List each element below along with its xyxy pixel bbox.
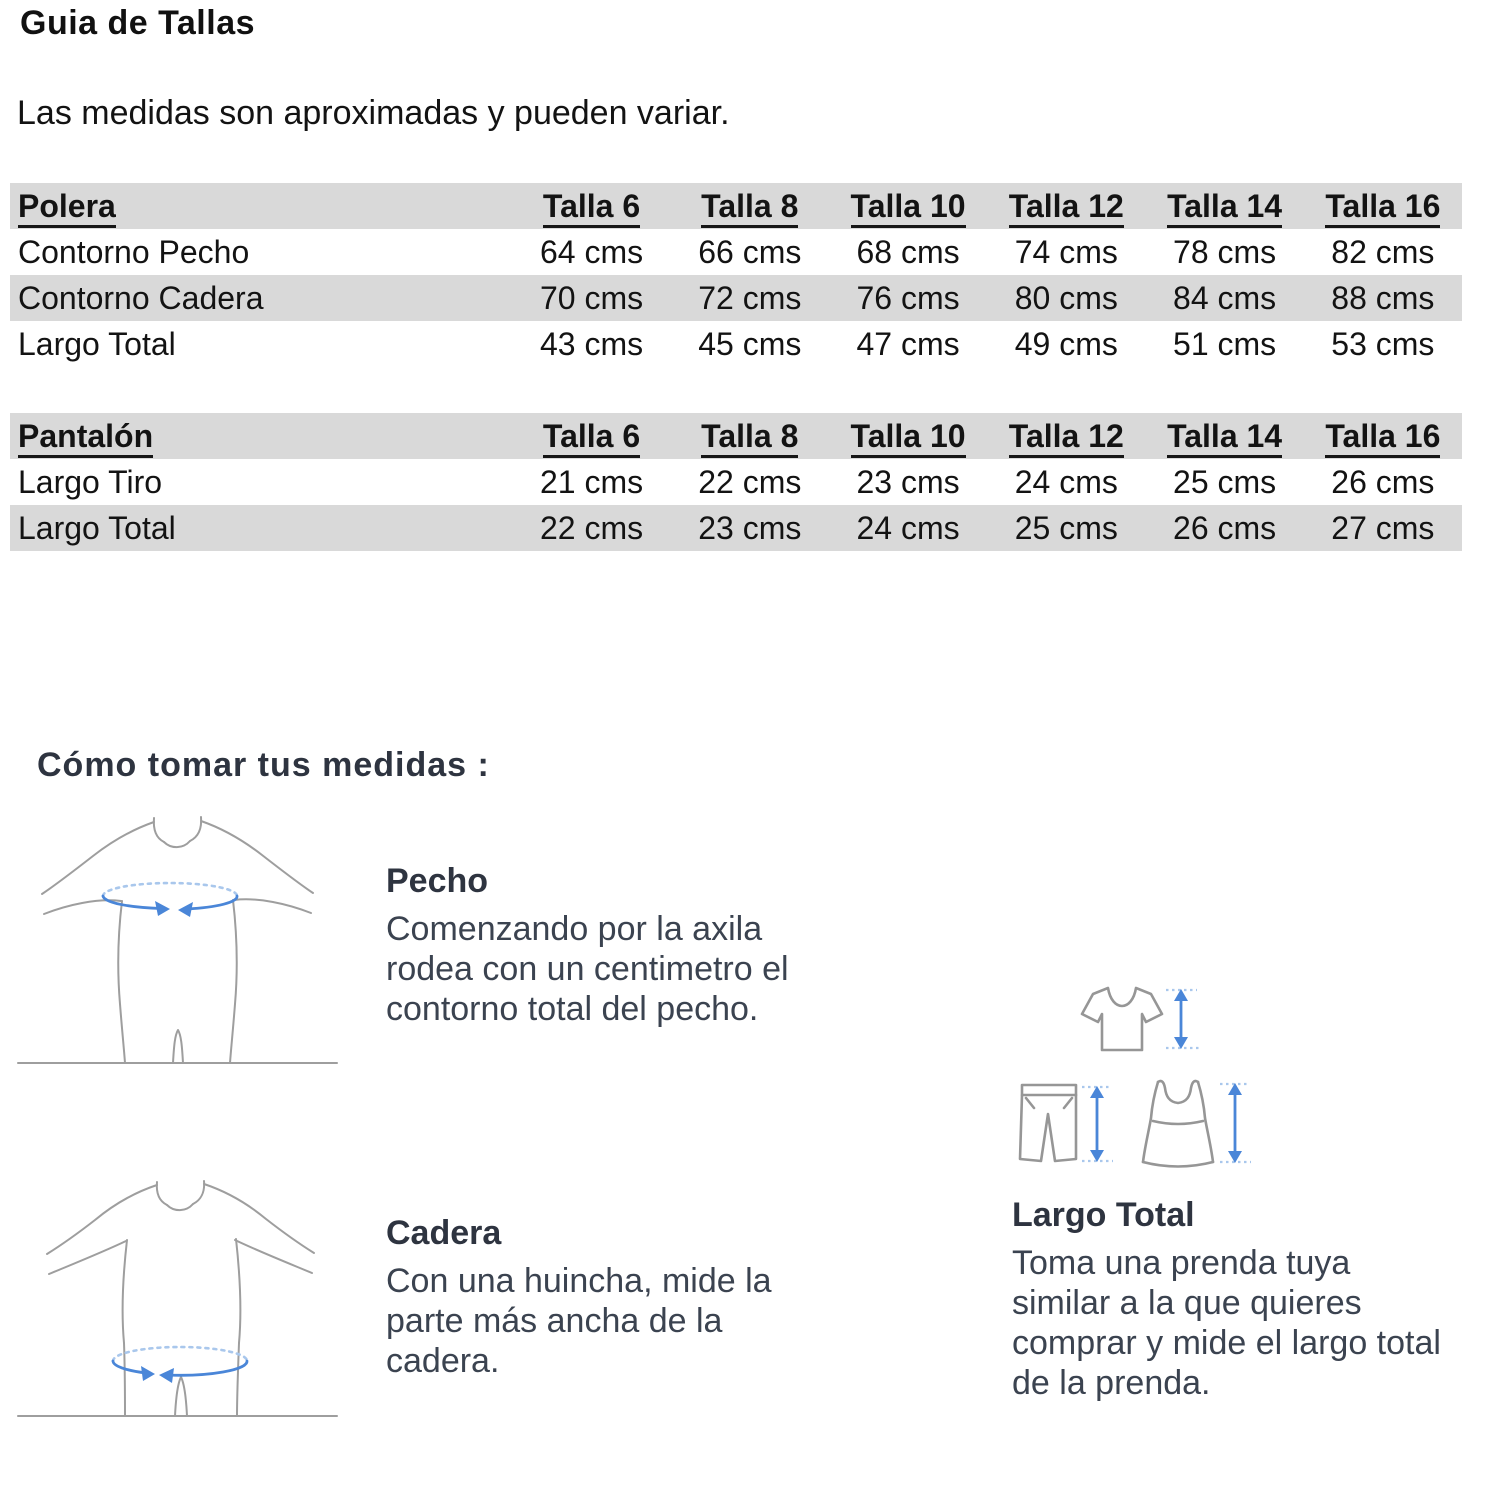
section-title: Largo Total [1012, 1196, 1195, 1234]
size-value-cell: 47 cms [856, 325, 960, 362]
size-column-header [512, 413, 670, 459]
text-line: similar a la que quieres [1012, 1284, 1362, 1322]
size-value-cell: 51 cms [1173, 325, 1277, 362]
size-value-cell: 82 cms [1331, 233, 1435, 270]
size-value-cell: 53 cms [1331, 325, 1435, 362]
size-value-cell: 26 cms [1173, 509, 1277, 546]
text-line: Con una huincha, mide la [386, 1262, 772, 1300]
text-line: Toma una prenda tuya [1012, 1244, 1351, 1282]
measure-arrow-icon [1082, 1086, 1113, 1162]
size-column-header-text: Talla 14 [1167, 188, 1282, 228]
size-value-cell: 78 cms [1173, 233, 1277, 270]
row-label: Contorno Pecho [18, 233, 250, 270]
section-pecho [386, 862, 789, 1029]
product-header [10, 413, 512, 459]
hip-measure-figure-icon [15, 1180, 345, 1420]
section-cadera [386, 1214, 772, 1381]
size-column-header [1145, 413, 1303, 459]
size-value-cell: 45 cms [698, 325, 802, 362]
size-value-cell: 70 cms [539, 279, 644, 316]
measurement-row [10, 459, 1462, 505]
size-value-cell: 23 cms [698, 509, 802, 546]
text-line: parte más ancha de la [386, 1302, 723, 1340]
size-column-header [671, 183, 829, 229]
size-column-header [1145, 183, 1303, 229]
size-column-header-text: Talla 6 [543, 418, 640, 458]
size-value-cell: 84 cms [1173, 279, 1277, 316]
size-value-cell: 76 cms [856, 279, 960, 316]
table-header-row [10, 183, 1462, 229]
size-column-header-text: Talla 8 [701, 188, 798, 228]
size-column-header [829, 413, 987, 459]
size-column-header-text: Talla 12 [1009, 418, 1124, 458]
size-value-cell: 43 cms [539, 325, 644, 362]
size-column-header [512, 183, 670, 229]
chest-measure-figure-icon [15, 804, 345, 1066]
size-value-cell: 72 cms [698, 279, 802, 316]
dress-icon [1140, 1076, 1254, 1170]
product-header-text: Pantalón [18, 418, 153, 458]
product-header [10, 183, 512, 229]
measurement-row [10, 321, 1462, 367]
measurement-row [10, 275, 1462, 321]
size-value-cell: 21 cms [539, 463, 644, 500]
size-column-header-text: Talla 6 [543, 188, 640, 228]
size-column-header [671, 413, 829, 459]
section-title: Cadera [386, 1214, 502, 1252]
section-largo-total [1012, 1196, 1441, 1403]
size-value-cell: 25 cms [1173, 463, 1277, 500]
row-label: Largo Tiro [18, 463, 163, 500]
size-column-header [987, 183, 1145, 229]
text-line: de la prenda. [1012, 1364, 1211, 1402]
section-title: Pecho [386, 862, 489, 900]
size-table-polera [10, 183, 1462, 367]
measure-arrow-icon [1166, 989, 1199, 1049]
size-column-header-text: Talla 16 [1325, 188, 1440, 228]
size-value-cell: 22 cms [539, 509, 644, 546]
text-line: comprar y mide el largo total [1012, 1324, 1441, 1362]
size-value-cell: 80 cms [1014, 279, 1118, 316]
tshirt-icon [1078, 984, 1202, 1056]
product-header-text: Polera [18, 188, 116, 228]
measurement-row [10, 505, 1462, 551]
size-value-cell: 23 cms [856, 463, 960, 500]
size-value-cell: 22 cms [698, 463, 802, 500]
measurement-row [10, 229, 1462, 275]
text-line: rodea con un centimetro el [386, 950, 789, 988]
size-column-header [1304, 413, 1462, 459]
size-value-cell: 49 cms [1014, 325, 1118, 362]
size-column-header-text: Talla 8 [701, 418, 798, 458]
size-column-header-text: Talla 16 [1325, 418, 1440, 458]
page-title: Guia de Tallas [20, 4, 256, 42]
size-value-cell: 24 cms [856, 509, 960, 546]
row-label: Contorno Cadera [18, 279, 264, 316]
size-value-cell: 74 cms [1014, 233, 1118, 270]
size-value-cell: 68 cms [856, 233, 960, 270]
howto-heading: Cómo tomar tus medidas : [37, 746, 490, 784]
measure-arrow-icon [1220, 1083, 1251, 1163]
intro-note: Las medidas son aproximadas y pueden variar. [17, 94, 730, 132]
text-line: cadera. [386, 1342, 500, 1380]
size-value-cell: 27 cms [1331, 509, 1435, 546]
text-line: contorno total del pecho. [386, 990, 759, 1028]
text-line: Comenzando por la axila [386, 910, 763, 948]
size-column-header-text: Talla 10 [851, 188, 966, 228]
size-column-header [1304, 183, 1462, 229]
size-value-cell: 88 cms [1331, 279, 1435, 316]
section-body [1012, 1243, 1441, 1403]
section-body [386, 909, 789, 1029]
size-value-cell: 66 cms [698, 233, 802, 270]
chest-measure-tape-icon [103, 883, 237, 917]
row-label: Largo Total [18, 509, 176, 546]
size-table-pantalon [10, 413, 1462, 551]
size-column-header [987, 413, 1145, 459]
pants-icon [1016, 1080, 1118, 1168]
size-column-header-text: Talla 10 [851, 418, 966, 458]
row-label: Largo Total [18, 325, 176, 362]
size-column-header-text: Talla 14 [1167, 418, 1282, 458]
size-column-header [829, 183, 987, 229]
table-header-row [10, 413, 1462, 459]
size-value-cell: 64 cms [539, 233, 644, 270]
size-value-cell: 26 cms [1331, 463, 1435, 500]
size-value-cell: 25 cms [1014, 509, 1118, 546]
size-value-cell: 24 cms [1014, 463, 1118, 500]
section-body [386, 1261, 772, 1381]
size-column-header-text: Talla 12 [1009, 188, 1124, 228]
